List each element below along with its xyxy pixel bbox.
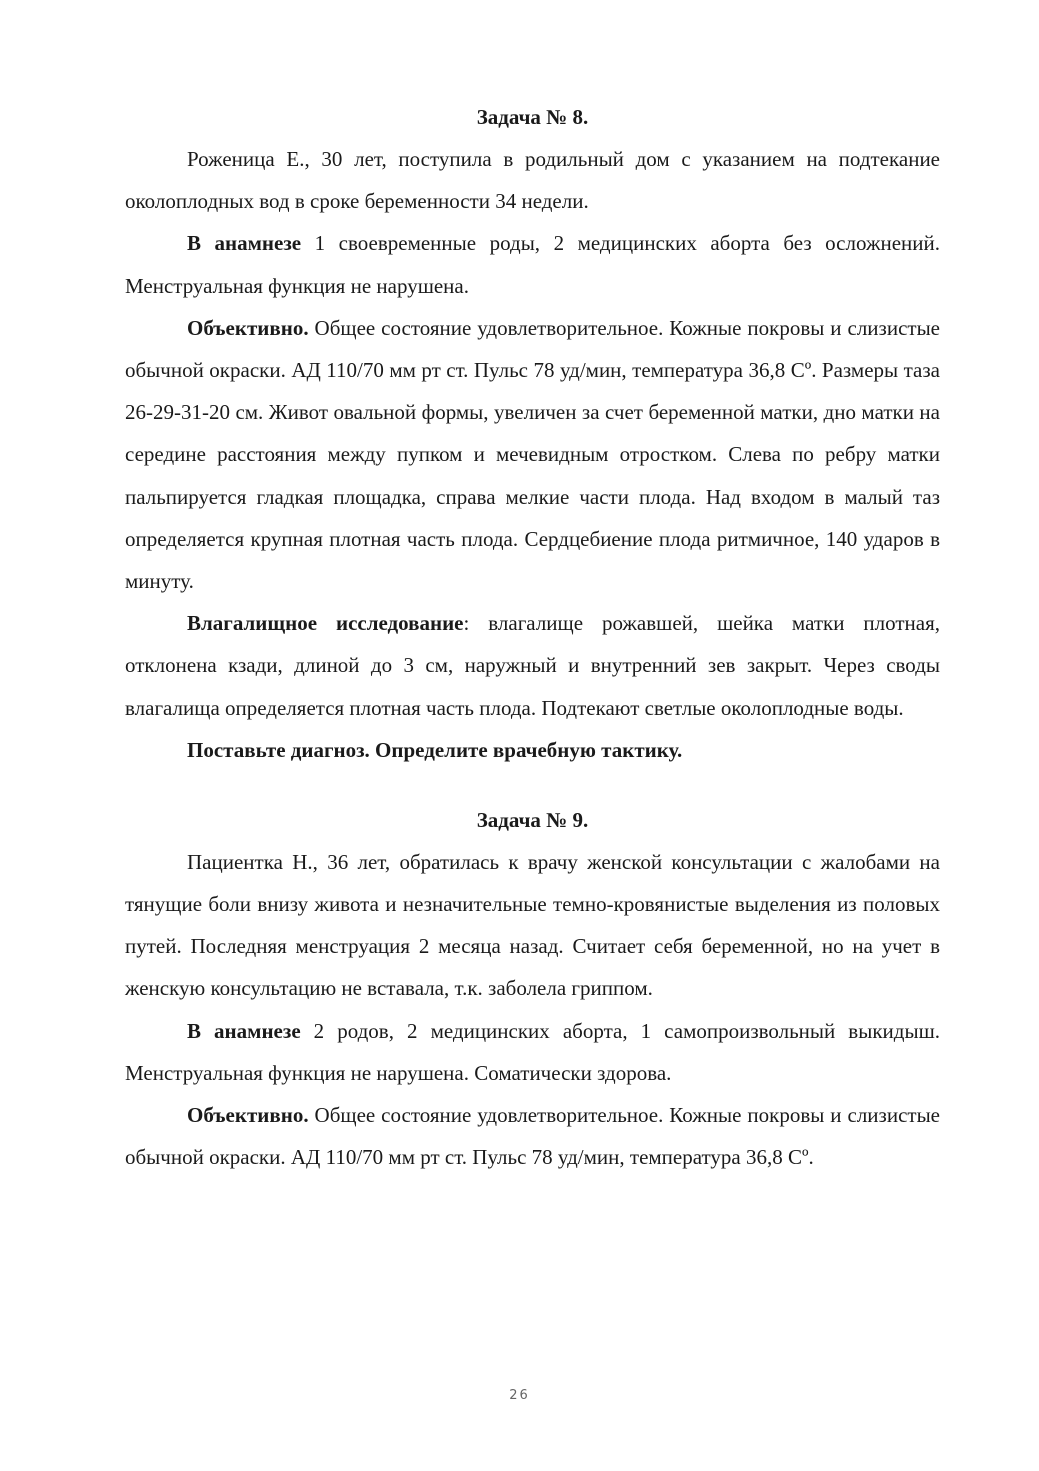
paragraph-text: : влагалище рожавшей, шейка матки плотная, отклонена кзади, длиной до 3 см, наружный и внутренний зев закрыт. Через своды влагалища определяется плотная часть плода. Подтекают светлые околоплодные воды. [125,611,940,720]
paragraph-text: 2 родов, 2 медицинских аборта, 1 самопроизвольный выкидыш. Менструальная функция не нарушена. Соматически здорова. [125,1018,940,1085]
document-page [125,96,940,1178]
paragraph [125,222,940,306]
paragraph-text: Пациентка Н., 36 лет, обратилась к врачу женской консультации с жалобами на тянущие боли внизу живота и незначительные темно-кровянистые выделения из половых путей. Последняя менструация 2 месяца назад. Считает себя беременной, но на учет в женскую консультацию не вставала, т.к. заболела гриппом. [125,849,940,1001]
page-number: 26 [509,1388,530,1403]
task-8 [125,96,940,771]
task-9 [125,799,940,1179]
paragraph-lead: Влагалищное исследование [187,611,464,636]
paragraph [125,307,940,602]
paragraph-lead: Объективно. [187,315,309,340]
paragraph-text: Общее состояние удовлетворительное. Кожные покровы и слизистые обычной окраски. АД 110/70 мм рт ст. Пульс 78 уд/мин, температура 36,8 Сº. [125,1103,940,1170]
section-gap [125,771,940,799]
paragraph-lead: В анамнезе [187,1018,301,1043]
paragraph [125,1010,940,1094]
task-question: Поставьте диагноз. Определите врачебную тактику. [187,737,683,762]
paragraph [125,841,940,1010]
paragraph-lead: В анамнезе [187,231,302,256]
task-title: Задача № 8. [476,105,589,129]
paragraph-text: Общее состояние удовлетворительное. Кожные покровы и слизистые обычной окраски. АД 110/70 мм рт ст. Пульс 78 уд/мин, температура 36,8 Сº. Размеры таза 26-29-31-20 см. Живот овальной формы, увеличен за счет беременной матки, дно матки на середине расстояния между пупком и мечевидным отростком. Слева по ребру матки пальпируется гладкая площадка, справа мелкие части плода. Над входом в малый таз определяется крупная плотная часть плода. Сердцебиение плода ритмичное, 140 ударов в минуту. [125,315,940,594]
paragraph-lead: Объективно. [187,1103,309,1128]
paragraph-text: 1 своевременные роды, 2 медицинских аборта без осложнений. Менструальная функция не нарушена. [125,231,940,298]
paragraph-text: Роженица Е., 30 лет, поступила в родильный дом с указанием на подтекание околоплодных вод в сроке беременности 34 недели. [125,147,940,214]
paragraph [125,602,940,729]
paragraph [125,1094,940,1178]
paragraph [125,138,940,222]
task-title: Задача № 9. [476,807,589,832]
